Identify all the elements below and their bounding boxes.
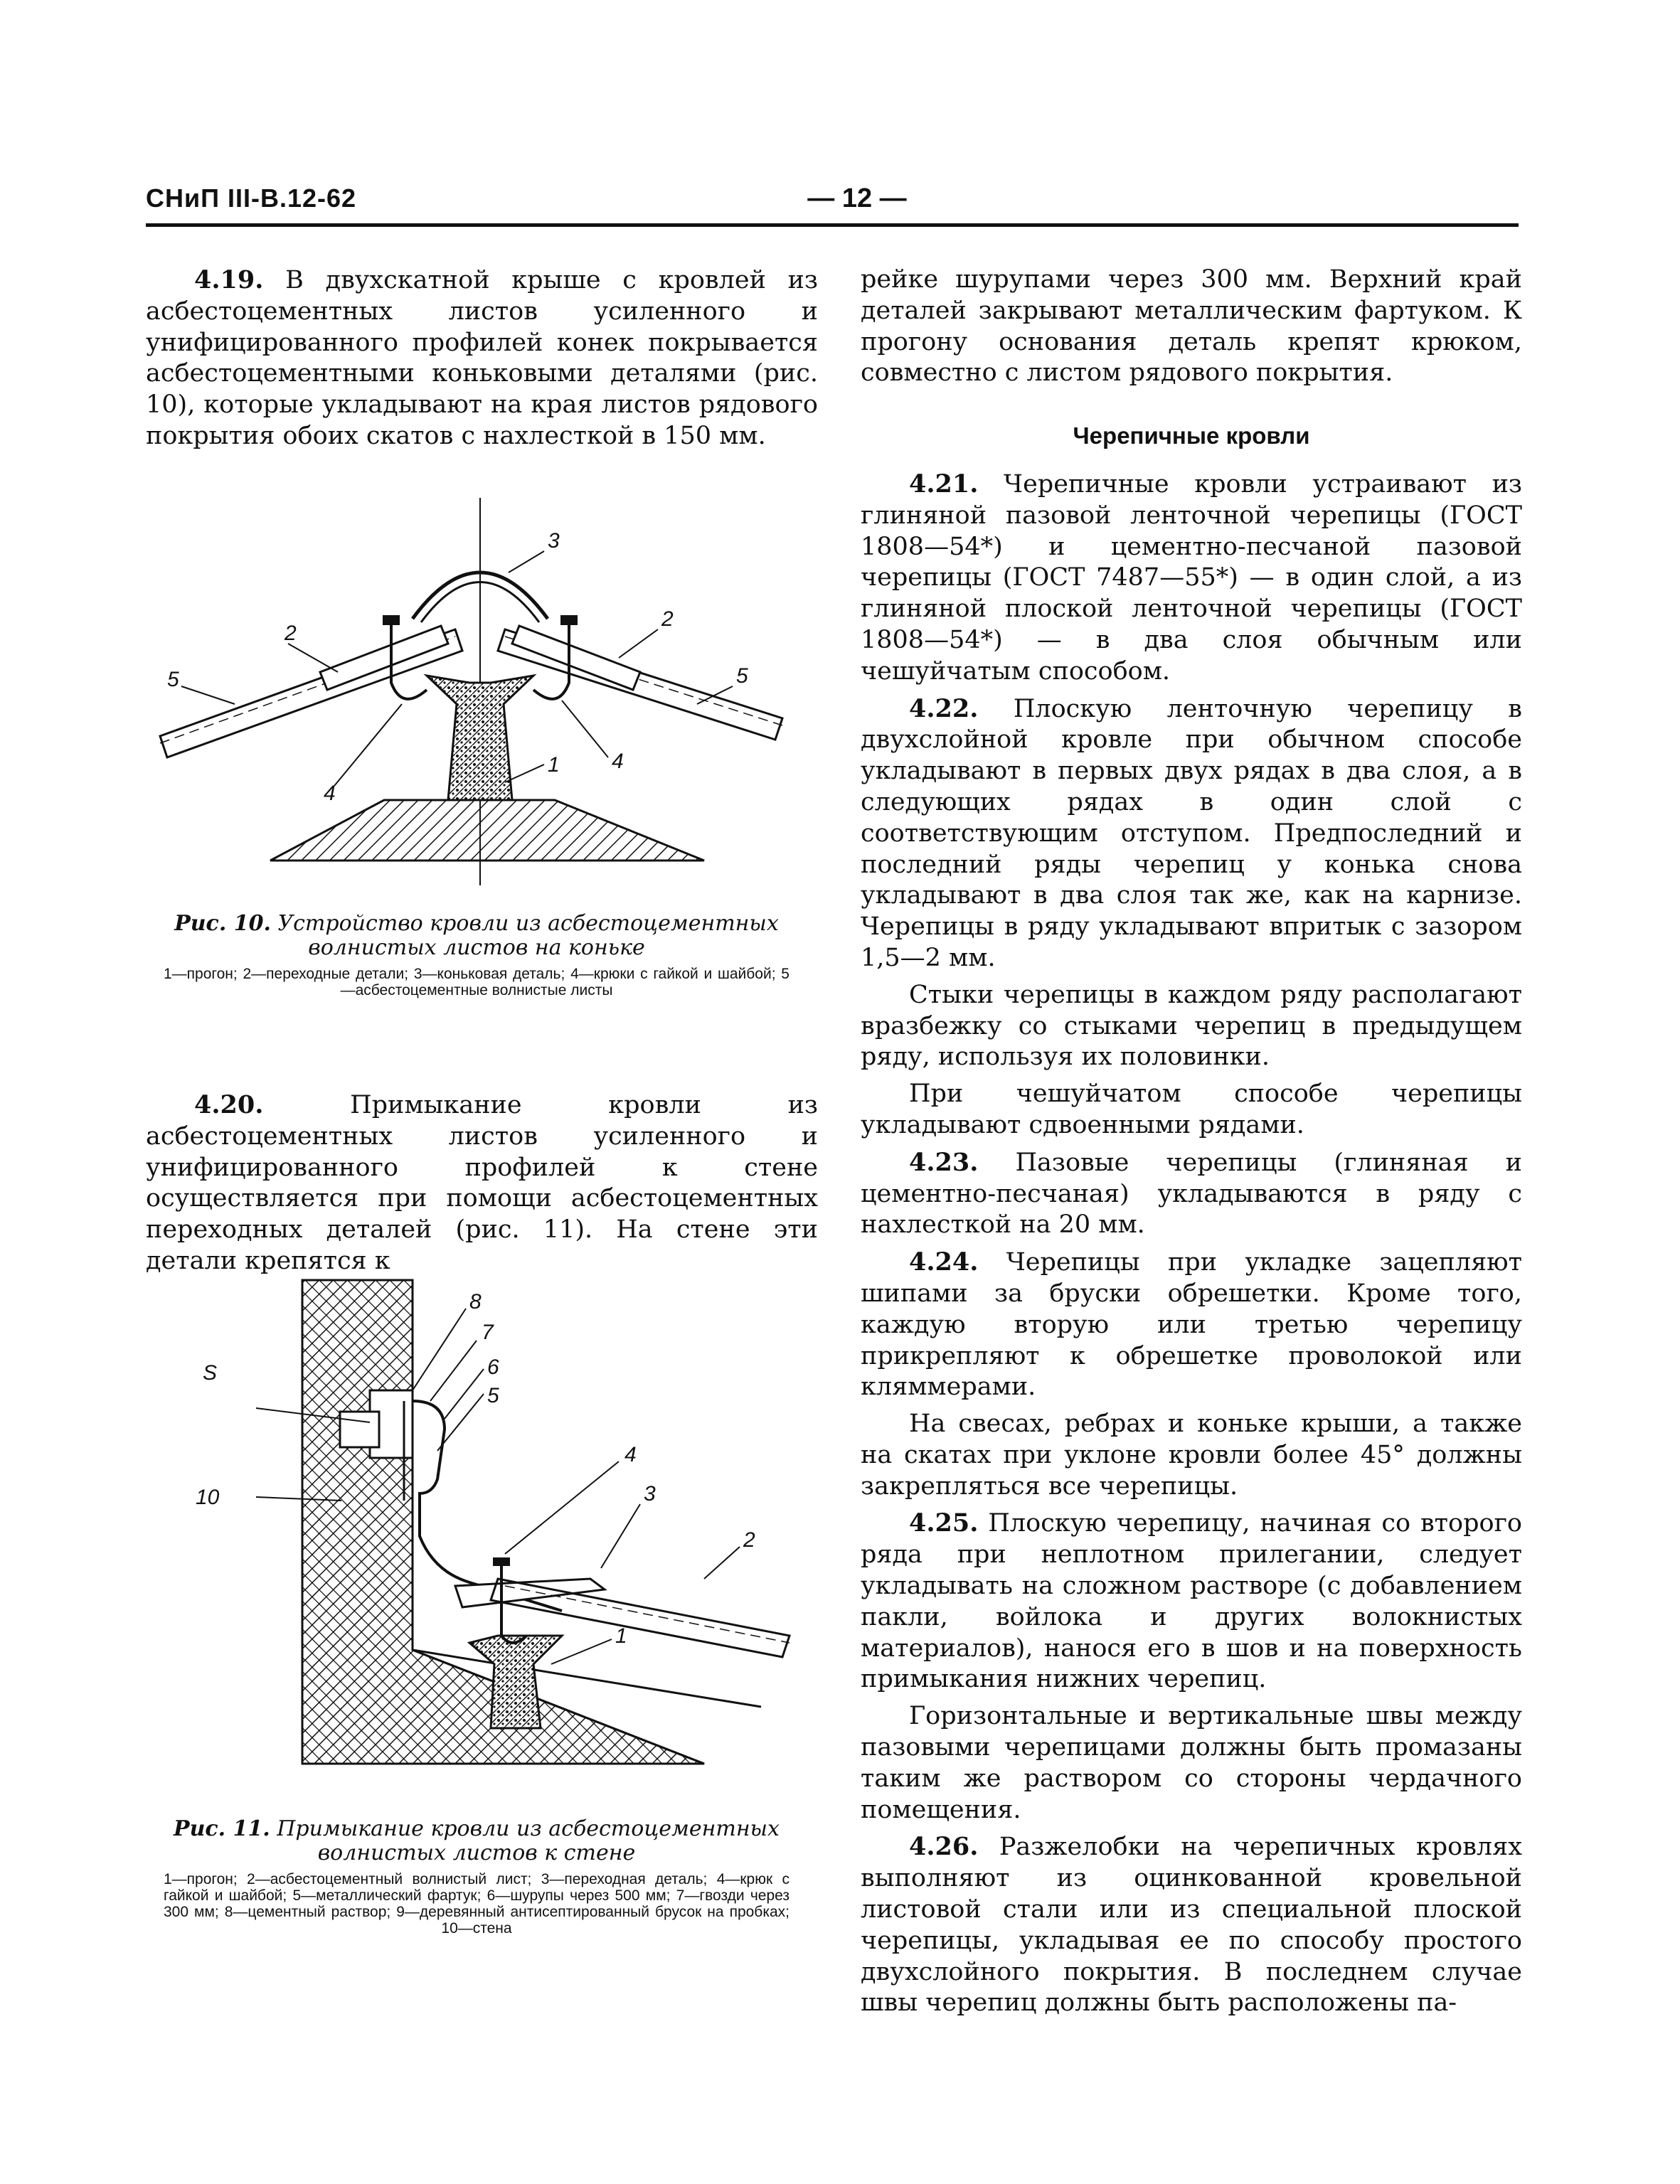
document-code: СНиП III-В.12-62 <box>146 183 357 213</box>
fig11-label: 4 <box>624 1443 637 1466</box>
clause-number: 4.25. <box>909 1508 979 1538</box>
fig10-label: 1 <box>548 753 560 777</box>
section-title: Черепичные кровли <box>1073 422 1310 449</box>
caption-title: Устройство кровли из асбестоцементных волнистых листов на коньке <box>270 911 779 960</box>
paragraph-text: Примыкание кровли из асбестоцементных листов усиленного и унифицированного профилей к стене осуществляется при помощи асбестоцементных переходных деталей (рис. 11). На стене эти детали крепятся к <box>146 1091 818 1275</box>
paragraph-text: Разжелобки на черепичных кровлях выполняют из оцинкованной кровельной листовой стали или из специальной плоской черепицы, укладывая ее по способу простого двухслойного покрытия. В последнем случае швы черепиц должны быть расположены па- <box>861 1833 1522 2018</box>
clause-number: 4.26. <box>909 1832 979 1862</box>
page-number: — 12 — <box>807 183 907 213</box>
right-column <box>861 265 1522 2019</box>
clause-number: 4.22. <box>909 693 979 723</box>
fig10-label: 5 <box>736 664 748 688</box>
fig10-label: 2 <box>661 607 674 631</box>
paragraph-text: При чешуйчатом способе черепицы укладывают сдвоенными рядами. <box>861 1080 1522 1139</box>
fig11-label: 3 <box>644 1482 656 1506</box>
fig10-label: 4 <box>612 750 624 773</box>
paragraph-text: Горизонтальные и вертикальные швы между пазовыми черепицами должны быть промазаны таким же раствором со стороны чердачного помещения. <box>861 1702 1522 1824</box>
fig11-label: S <box>203 1361 218 1385</box>
fig11-label: 5 <box>487 1384 499 1407</box>
figure-11-caption <box>164 1817 790 1937</box>
fig10-label: 5 <box>167 668 179 691</box>
caption-legend: 1—прогон; 2—асбестоцементный волнистый лист; 3—переходная деталь; 4—крюк с гайкой и шайбой; 5—металлический фартук; 6—шурупы через 500 мм; 7—гвозди через 300 мм; 8—цементный раствор; 9—деревянный антисептированный брусок на пробках; 10—стена <box>164 1871 790 1937</box>
clause-number: 4.21. <box>909 469 979 499</box>
figure-11-svg <box>164 1266 804 1799</box>
paragraph-text: В двухскатной крыше с кровлей из асбестоцементных листов усиленного и унифицированного профилей конек покрывается асбестоцементными коньковыми деталями (рис. 10), которые укладывают на края листов рядового покрытия обоих скатов с нахлесткой в 150 мм. <box>146 266 818 450</box>
fig10-label: 4 <box>324 782 336 805</box>
caption-legend: 1—прогон; 2—переходные детали; 3—коньковая деталь; 4—крюки с гайкой и шайбой; 5—асбестоцементные волнистые листы <box>164 966 790 998</box>
paragraph-text: Пазовые черепицы (глиняная и цементно-песчаная) укладываются в ряду с нахлесткой на 20 мм. <box>861 1148 1522 1240</box>
page-header <box>146 183 1519 226</box>
figure-10-caption <box>164 912 790 998</box>
fig11-label: 7 <box>482 1321 494 1344</box>
fig11-label: 6 <box>487 1355 499 1379</box>
clause-number: 4.19. <box>194 265 264 294</box>
clause-number: 4.20. <box>194 1090 264 1119</box>
fig11-label: 1 <box>615 1624 627 1648</box>
fig11-label: 8 <box>469 1290 482 1314</box>
paragraph-text: Плоскую черепицу, начиная со второго ряда при неплотном прилегании, следует укладывать на сложном растворе (с добавлением пакли, войлока и других волокнистых материалов), нанося его в шов и на поверхность примыкания нижних черепиц. <box>861 1509 1522 1694</box>
paragraph-text: Черепицы при укладке зацепляют шипами за бруски обрешетки. Кроме того, каждую вторую или третью черепицу прикрепляют к обрешетке проволокой или кляммерами. <box>861 1248 1522 1402</box>
paragraph-4-19 <box>146 265 818 452</box>
paragraph-text: Стыки черепицы в каждом ряду располагают вразбежку со стыками черепиц в предыдущем ряду, используя их половинки. <box>861 980 1522 1072</box>
header-rule <box>146 223 1519 227</box>
figure-11-drawing <box>164 1266 804 1799</box>
clause-number: 4.23. <box>909 1147 979 1177</box>
figure-10-svg <box>156 498 797 896</box>
clause-number: 4.24. <box>909 1247 979 1277</box>
fig10-label: 2 <box>285 622 297 645</box>
fig11-label: 10 <box>196 1486 220 1509</box>
caption-prefix: Рис. 11. <box>174 1816 270 1841</box>
paragraph-continuation: рейке шурупами через 300 мм. Верхний край деталей закрывают металлическим фартуком. К прогону основания деталь крепят крюком, совместно с листом рядового покрытия. <box>861 265 1522 388</box>
figure-10-drawing <box>156 498 797 896</box>
paragraph-text: Черепичные кровли устраивают из глиняной пазовой ленточной черепицы (ГОСТ 1808—54*) и цементно-песчаной пазовой черепицы (ГОСТ 7487—55*) — в один слой, а из глиняной плоской ленточной черепицы (ГОСТ 1808—54*) — в два слоя обычным или чешуйчатым способом. <box>861 469 1522 686</box>
paragraph-4-20 <box>146 1090 818 1277</box>
caption-title: Примыкание кровли из асбестоцементных волнистых листов к стене <box>270 1816 780 1865</box>
paragraph-text: На свесах, ребрах и коньке крыши, а также на скатах при уклоне кровли более 45° должны закрепляться все черепицы. <box>861 1410 1522 1501</box>
paragraph-text: Плоскую ленточную черепицу в двухслойной кровле при обычном способе укладывают в первых двух рядах в два слоя, а в следующих рядах в один слой с соответствующим отступом. Предпоследний и последний ряды черепиц у конька снова укладывают в два слоя так же, как на карнизе. Черепицы в ряду укладывают впритык с зазором 1,5—2 мм. <box>861 694 1522 972</box>
fig11-label: 2 <box>743 1528 755 1552</box>
caption-prefix: Рис. 10. <box>174 911 271 936</box>
fig10-label: 3 <box>548 529 560 553</box>
